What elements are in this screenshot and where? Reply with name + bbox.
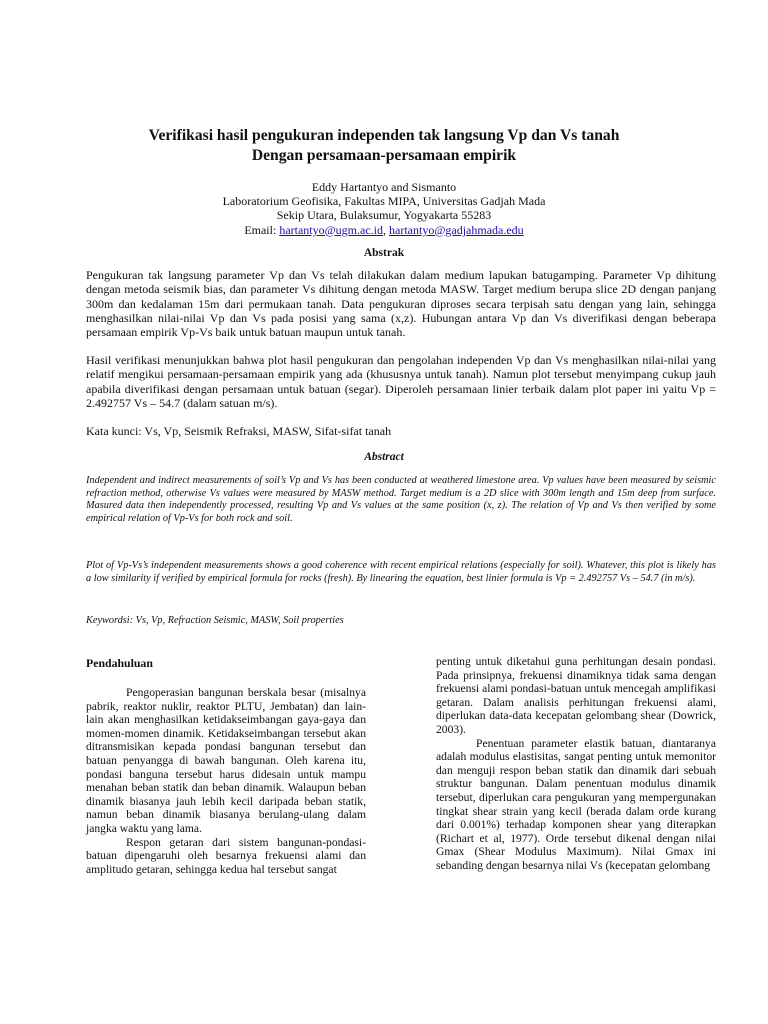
intro-right-paragraph-2: Penentuan parameter elastik batuan, diantaranya adalah modulus elastisitas, sangat penting untuk memonitor dan menguji respon beban statik dan dinamik dari sebuah struktur bangunan. Dalam penentuan modulus dinamik tersebut, diperlukan cara pengukuran yang mempergunakan tingkat shear strain yang kecil (berada dalam orde kurang dari 0.001%) terhadap komponen shear yang diterapkan (Richart et al, 1977). Orde tersebut dikenal dengan nilai Gmax (Shear Modulus Maximum). Nilai Gmax ini sebanding dengan besarnya nilai Vs (kecepatan gelombang — [436, 736, 716, 872]
section-heading-pendahuluan: Pendahuluan — [86, 656, 153, 670]
left-column — [86, 686, 366, 876]
author-affiliation: Laboratorium Geofisika, Fakultas MIPA, Universitas Gadjah Mada — [222, 194, 546, 209]
intro-left-paragraph-2: Respon getaran dari sistem bangunan-pondasi-batuan dipengaruhi oleh besarnya frekuensi alami dan amplitudo getaran, sehingga kedua hal tersebut sangat — [86, 835, 366, 876]
abstract-paragraph-2: Plot of Vp-Vs’s independent measurements shows a good coherence with recent empirical relations (especially for soil). Whatever, this plot is likely has a low similarity if verified by empirical formula for rocks (fresh). By linearing the equation, best linier formula is Vp = 2.492757 Vs – 54.7 (in m/s). — [86, 560, 716, 584]
intro-right-paragraph-1: penting untuk diketahui guna perhitungan desain pondasi. Pada prinsipnya, frekuensi dinamiknya tidak sama dengan frekuensi alami pondasi-batuan untuk mencegah amplifikasi getaran. Dalam analisis perhitungan frekuensi alami, diperlukan data-data kecepatan gelombang shear (Dowrick, 2003). — [436, 655, 716, 736]
abstrak-paragraph-1: Pengukuran tak langsung parameter Vp dan Vs telah dilakukan dalam medium lapukan batugamping. Parameter Vp dihitung dengan metoda seismik bias, dan parameter Vs dihitung dengan metoda MASW. Target medium berupa slice 2D dengan panjang 300m dan kedalaman 15m dari permukaan tanah. Data pengukuran diproses secara terpisah satu dengan yang lain, sehingga menghasilkan nilai-nilai Vp dan Vs pada posisi yang sama (x,z). Hubungan antara Vp dan Vs diverifikasi dengan beberapa persamaan empirik Vp-Vs baik untuk batuan maupun untuk tanah. — [86, 268, 716, 340]
email-separator: , — [383, 222, 389, 237]
email-link-ugm[interactable]: hartantyo@ugm.ac.id — [279, 222, 383, 237]
abstract-keywords: Keywordsi: Vs, Vp, Refraction Seismic, MASW, Soil properties — [86, 615, 344, 626]
email-label: Email: — [244, 222, 280, 237]
email-link-gadjahmada[interactable]: hartantyo@gadjahmada.edu — [389, 222, 524, 237]
abstrak-paragraph-2: Hasil verifikasi menunjukkan bahwa plot hasil pengukuran dan pengolahan independen Vp dan Vs menghasilkan nilai-nilai yang relatif mengikui persamaan-persamaan empirik yang ada (khususnya untuk tanah). Namun plot tersebut menyimpang cukup jauh apabila diverifikasi dengan persamaan untuk batuan (segar). Diperoleh persamaan linier terbaik dalam plot paper ini yaitu Vp = 2.492757 Vs – 54.7 (dalam satuan m/s). — [86, 353, 716, 410]
author-address: Sekip Utara, Bulaksumur, Yogyakarta 55283 — [276, 208, 492, 223]
abstract-paragraph-1: Independent and indirect measurements of soil’s Vp and Vs has been conducted at weathered limestone area. Vp values have been measured by seismic refraction method, otherwise Vs values were measured by MASW method. Target medium is a 2D slice with 300m length and 15m deep from surface. Masured data then independently processed, resulting Vp and Vs values at the same position (x, z). The relation of Vp and Vs then verified by some empirical relation of Vp-Vs for both rock and soil. — [86, 475, 716, 525]
abstract-heading: Abstract — [364, 451, 404, 463]
abstrak-heading: Abstrak — [363, 247, 405, 259]
right-column — [436, 655, 716, 873]
abstrak-keywords: Kata kunci: Vs, Vp, Seismik Refraksi, MASW, Sifat-sifat tanah — [86, 424, 392, 438]
author-names: Eddy Hartantyo and Sismanto — [311, 180, 457, 194]
author-email-line — [60, 223, 708, 237]
title-line-1: Verifikasi hasil pengukuran independen tak langsung Vp dan Vs tanah — [148, 127, 620, 144]
paper-title — [60, 126, 708, 166]
title-line-2: Dengan persamaan-persamaan empirik — [251, 147, 517, 164]
author-block — [60, 180, 708, 237]
intro-left-paragraph-1: Pengoperasian bangunan berskala besar (misalnya pabrik, reaktor nuklir, reaktor PLTU, Jembatan) dan lain-lain akan menghasilkan ketidakseimbangan gaya-gaya dan momen-momen dinamik. Ketidakseimbangan tersebut akan ditransmisikan kepada pondasi bangunan tersebut dan batuan penyangga di bawah bangunan. Oleh karena itu, pondasi banguna tersebut harus didesain untuk mampu menahan beban statik dan beban dinamik. Walaupun beban dinamik biasanya jauh lebih kecil daripada beban statik, namun beban dinamik biasanya berulang-ulang dalam jangka waktu yang lama. — [86, 686, 366, 835]
